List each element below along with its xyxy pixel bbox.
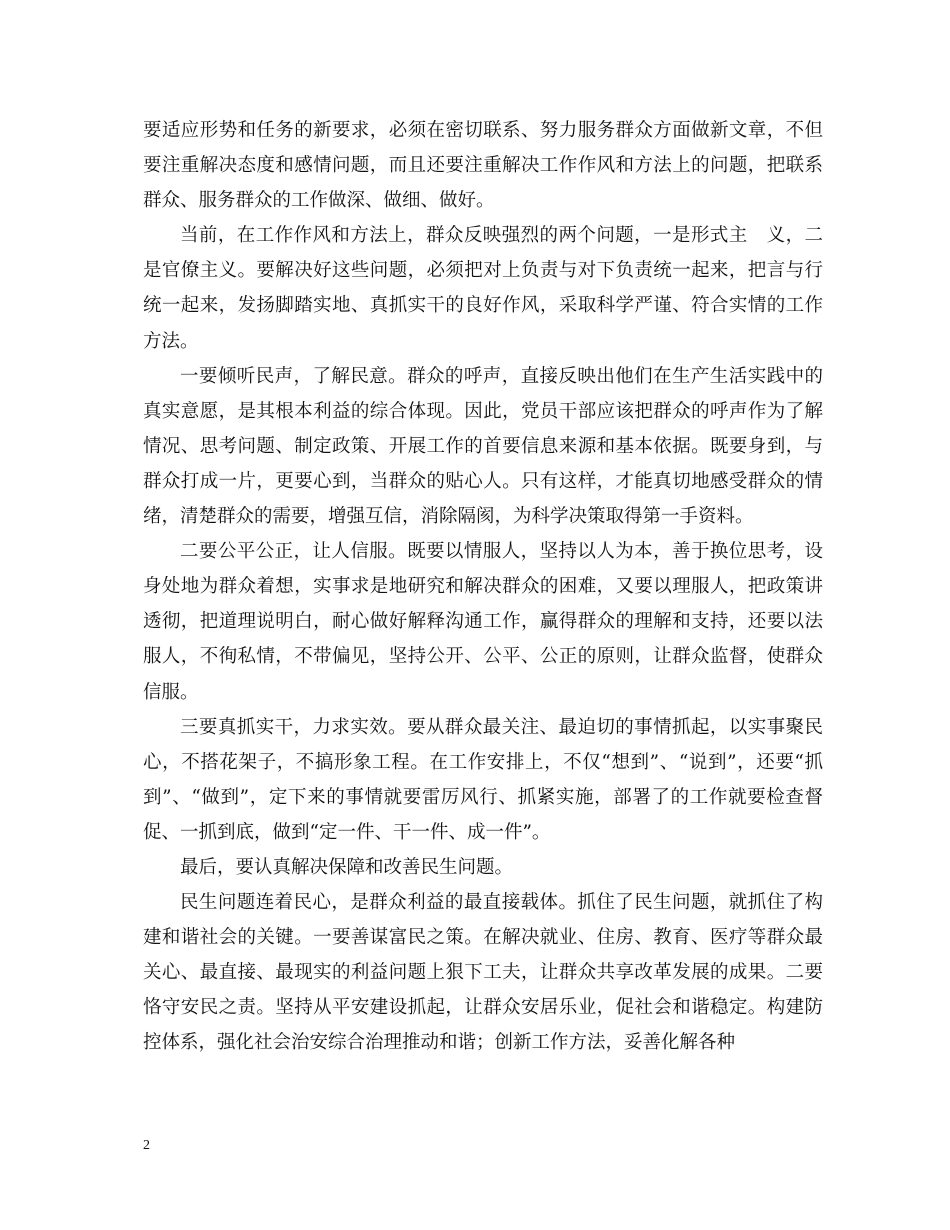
paragraph-6: 最后，要认真解决保障和改善民生问题。 bbox=[180, 856, 514, 878]
paragraph-7: 民生问题连着民心，是群众利益的最直接载体。抓住了民生问题，就抓住了构建和谐社会的关键。一要善谋富民之策。在解决就业、住房、教育、医疗等群众最关心、最直接、最现实的利益问题上狠下工夫，让群众共享改革发展的成果。二要恪守安民之责。坚持从平安建设抓起，让群众安居乐业，促社会和谐稳定。构建防控体系，强化社会治安综合治理推动和谐；创新工作方法，妥善化解各种 bbox=[143, 892, 823, 1054]
page-number: 2 bbox=[143, 1138, 150, 1153]
paragraph-2: 当前，在工作作风和方法上，群众反映强烈的两个问题，一是形式主 义，二是官僚主义。要解决好这些问题，必须把对上负责与对下负责统一起来，把言与行统一起来，发扬脚踏实地、真抓实干的良好作风，采取科学严谨、符合实情的工作方法。 bbox=[143, 225, 823, 352]
paragraph-4: 二要公平公正，让人信服。既要以情服人，坚持以人为本，善于换位思考，设身处地为群众着想，实事求是地研究和解决群众的困难，又要以理服人，把政策讲透彻，把道理说明白，耐心做好解释沟通工作，赢得群众的理解和支持，还要以法服人，不徇私情，不带偏见，坚持公开、公平、公正的原则，让群众监督，使群众信服。 bbox=[143, 541, 823, 703]
paragraph-5: 三要真抓实干，力求实效。要从群众最关注、最迫切的事情抓起，以实事聚民心，不搭花架子，不搞形象工程。在工作安排上，不仅“想到”、“说到”，还要“抓到”、“做到”，定下来的事情就要雷厉风行、抓紧实施，部署了的工作就要检查督促、一抓到底，做到“定一件、干一件、成一件”。 bbox=[143, 716, 823, 843]
paragraph-3: 一要倾听民声，了解民意。群众的呼声，直接反映出他们在生产生活实践中的真实意愿，是其根本利益的综合体现。因此，党员干部应该把群众的呼声作为了解情况、思考问题、制定政策、开展工作的首要信息来源和基本依据。既要身到，与群众打成一片，更要心到，当群众的贴心人。只有这样，才能真切地感受群众的情绪，清楚群众的需要，增强互信，消除隔阂，为科学决策取得第一手资料。 bbox=[143, 365, 823, 528]
paragraph-1: 要适应形势和任务的新要求，必须在密切联系、努力服务群众方面做新文章，不但要注重解决态度和感情问题，而且还要注重解决工作作风和方法上的问题，把联系群众、服务群众的工作做深、做细、做好。 bbox=[143, 120, 823, 212]
body-text bbox=[143, 113, 823, 1061]
